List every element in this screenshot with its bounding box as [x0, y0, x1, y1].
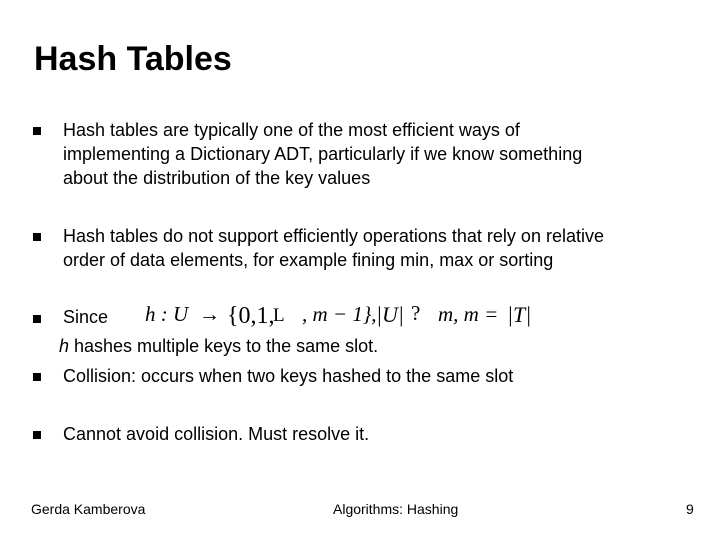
- bullet-line: Collision: occurs when two keys hashed to the same slot: [63, 366, 514, 386]
- bullet-line: implementing a Dictionary ADT, particularly if we know something: [63, 144, 583, 164]
- bullet-marker: [33, 431, 41, 439]
- hash-function-formula: [143, 296, 543, 336]
- formula-m-equals: m, m =: [438, 302, 499, 326]
- footer-page-number: 9: [686, 501, 694, 517]
- bullet-line: about the distribution of the key values: [63, 168, 371, 188]
- bullet-item: [63, 224, 604, 272]
- formula-set-tail: , m − 1},: [302, 302, 377, 326]
- formula-abs-u: |U|: [376, 302, 404, 327]
- footer-author: Gerda Kamberova: [31, 501, 146, 517]
- bullet-continuation: [59, 334, 378, 358]
- bullet-lead: Since: [63, 307, 109, 327]
- bullet-line: Hash tables are typically one of the most efficient ways of: [63, 120, 520, 140]
- bullet-line: Hash tables do not support efficiently operations that rely on relative: [63, 226, 604, 246]
- formula-h-colon-u: h : U: [145, 302, 189, 326]
- continuation-text: hashes multiple keys to the same slot.: [69, 336, 379, 356]
- formula-set-open: {0,1,: [227, 303, 275, 329]
- bullet-marker: [33, 127, 41, 135]
- formula-ellipsis-glyph: L: [273, 305, 285, 326]
- bullet-line: Cannot avoid collision. Must resolve it.: [63, 424, 370, 444]
- bullet-marker: [33, 233, 41, 241]
- bullet-marker: [33, 315, 41, 323]
- hash-symbol-h: h: [59, 336, 70, 356]
- formula-question-mark: ?: [411, 301, 421, 325]
- slide-title: Hash Tables: [34, 40, 232, 78]
- bullet-marker: [33, 373, 41, 381]
- footer-course: Algorithms: Hashing: [333, 501, 459, 517]
- bullet-item: [63, 364, 513, 388]
- bullet-item: [63, 305, 108, 329]
- formula-abs-t: |T|: [507, 302, 532, 327]
- bullet-item: [63, 422, 369, 446]
- bullet-line: order of data elements, for example fining min, max or sorting: [63, 250, 554, 270]
- formula-arrow: →: [199, 302, 220, 326]
- bullet-item: [63, 118, 582, 190]
